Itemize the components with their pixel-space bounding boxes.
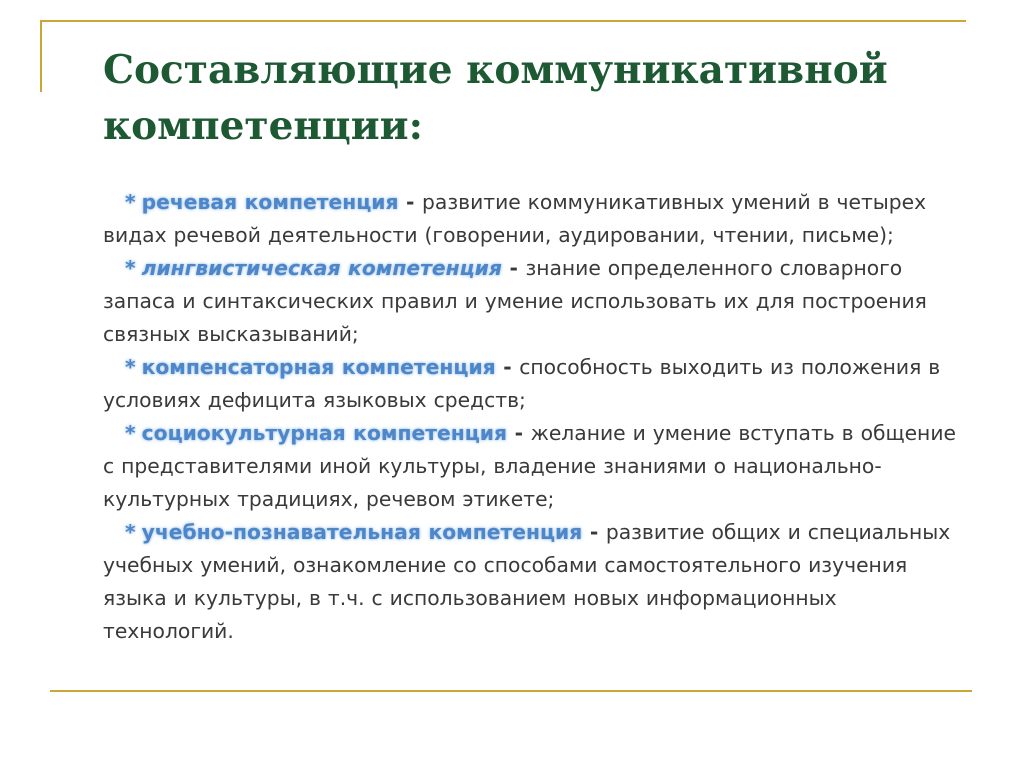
item-description: способность выходить из положения в условиях дефицита языковых средств; [103,355,941,412]
left-rule [40,20,42,92]
top-rule [40,20,966,22]
list-item [103,351,973,417]
item-separator: - [398,190,423,214]
item-description: развитие общих и специальных учебных умений, ознакомление со способами самостоятельного изучения языка и культуры, в т.ч. с использованием новых информационных технологий. [103,520,951,643]
item-description: знание определенного словарного запаса и синтаксических правил и умение использовать их для построения связных высказываний; [103,256,927,346]
list-item [103,252,973,351]
list-item [103,516,973,648]
item-term: компенсаторная компетенция [141,355,496,379]
item-separator: - [495,355,520,379]
bullet-asterisk-icon: * [125,421,136,445]
bullet-asterisk-icon: * [125,355,136,379]
list-item [103,417,973,516]
slide-title: Составляющие коммуникативной компетенции: [103,47,888,149]
item-description: развитие коммуникативных умений в четырех видах речевой деятельности (говорении, аудировании, чтении, письме); [103,190,927,247]
bullet-asterisk-icon: * [125,520,136,544]
item-term: лингвистическая компетенция [141,256,502,280]
item-separator: - [501,256,526,280]
item-separator: - [582,520,606,544]
item-term: речевая компетенция [141,190,399,214]
item-separator: - [507,421,531,445]
list-item [103,186,973,252]
item-term: учебно-познавательная компетенция [141,520,583,544]
item-description: желание и умение вступать в общение с представителями иной культуры, владение знаниями о национально-культурных традициях, речевом этикете; [103,421,956,511]
bottom-rule [50,690,972,692]
bullet-asterisk-icon: * [125,256,136,280]
bullet-asterisk-icon: * [125,190,136,214]
item-term: социокультурная компетенция [141,421,508,445]
competence-list [103,186,973,648]
